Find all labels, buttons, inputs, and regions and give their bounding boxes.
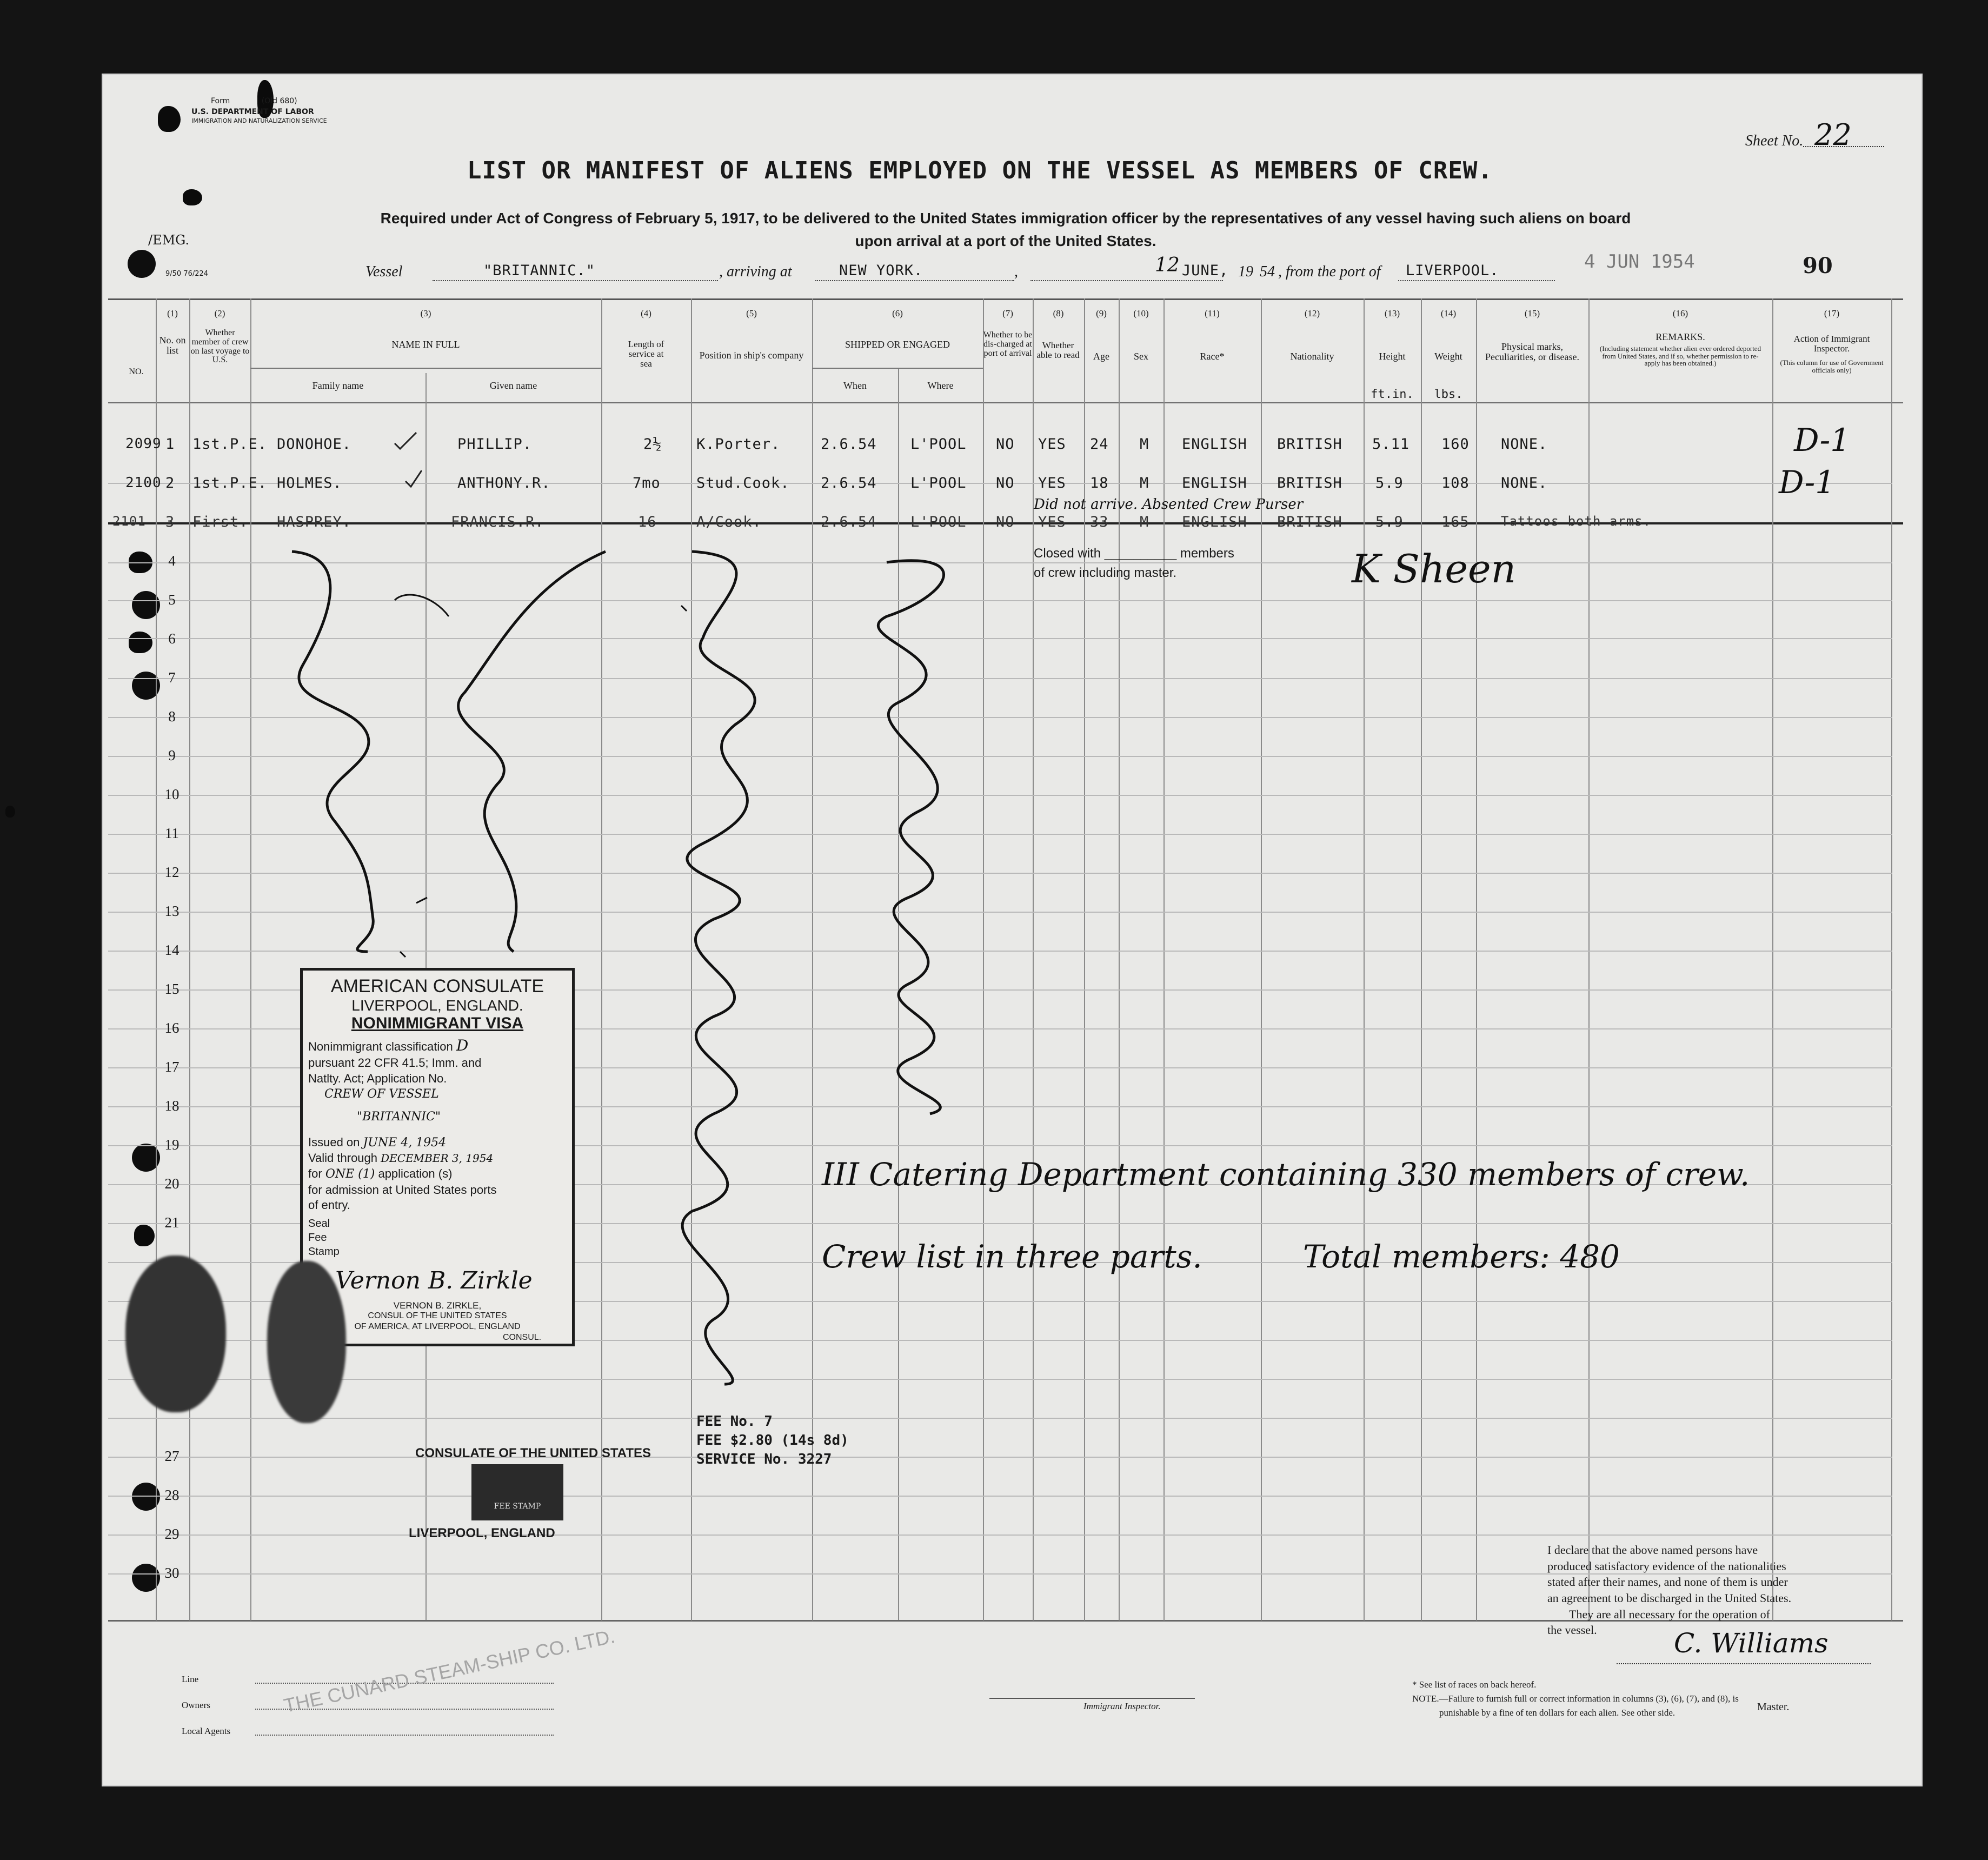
header-when: When bbox=[843, 380, 867, 391]
header-remarks-note: (Including statement whether alien ever ordered deported from United States, and if so, whether permission to re-apply has been obtained.) bbox=[1599, 344, 1761, 368]
header-where: Where bbox=[927, 380, 954, 391]
cell-service: 2½ bbox=[643, 436, 662, 453]
cell-line: 2 bbox=[165, 475, 175, 491]
department: U.S. DEPARTMENT OF LABOR bbox=[191, 108, 314, 116]
cell-no: 2101 bbox=[112, 514, 146, 529]
fee-stamp bbox=[471, 1464, 563, 1520]
declaration bbox=[1547, 1542, 1872, 1638]
visa-issued-label: Issued on bbox=[308, 1135, 360, 1149]
cell-family-name: HOLMES. bbox=[277, 475, 342, 491]
header-height: Height bbox=[1379, 351, 1406, 362]
cell-read: YES bbox=[1038, 514, 1066, 530]
cell-given-name: ANTHONY.R. bbox=[457, 475, 551, 491]
col-number: (6) bbox=[892, 308, 903, 318]
closed-with-line-2: of crew including master. bbox=[1034, 566, 1177, 580]
cell-voyage: 1st.P.E. bbox=[192, 475, 268, 491]
company-stamp: THE CUNARD STEAM-SHIP CO. LTD. bbox=[282, 1625, 617, 1717]
visa-application: application (s) bbox=[378, 1166, 453, 1180]
declaration-line: They are all necessary for the operation of bbox=[1569, 1607, 1770, 1621]
year: 54 bbox=[1260, 263, 1275, 280]
row-number: 29 bbox=[164, 1526, 179, 1542]
fee-stamp-label: FEE STAMP bbox=[494, 1502, 541, 1511]
cell-marks: NONE. bbox=[1501, 436, 1548, 453]
penalty-note: NOTE.—Failure to furnish full or correct information in columns (3), (6), (7), and (8), is bbox=[1412, 1693, 1739, 1704]
col-number: (3) bbox=[420, 308, 431, 318]
declaration-line: the vessel. bbox=[1547, 1623, 1597, 1637]
cell-family-name: HASPREY. bbox=[277, 514, 352, 530]
visa-valid: DECEMBER 3, 1954 bbox=[381, 1152, 494, 1165]
emg-code: /EMG. bbox=[148, 232, 190, 248]
cell-where: L'POOL bbox=[910, 475, 967, 491]
header-race: Race* bbox=[1200, 351, 1225, 362]
cell-position: Stud.Cook. bbox=[696, 475, 790, 491]
cell-inspector-action: D-1 bbox=[1794, 422, 1851, 459]
cell-read: YES bbox=[1038, 436, 1066, 453]
cell-race: ENGLISH bbox=[1182, 514, 1247, 530]
row-number: 8 bbox=[168, 708, 176, 725]
cell-where: L'POOL bbox=[910, 514, 967, 530]
consul-name: VERNON B. ZIRKLE, bbox=[393, 1300, 482, 1311]
cell-discharge: NO bbox=[996, 514, 1015, 530]
row-number: 27 bbox=[164, 1448, 179, 1464]
header-inspector-note: (This column for use of Government officials only) bbox=[1780, 358, 1884, 374]
col-number: (4) bbox=[641, 308, 651, 318]
visa-fee: Fee bbox=[308, 1231, 327, 1244]
embossed-seal bbox=[267, 1261, 346, 1423]
arrival-port: NEW YORK. bbox=[839, 262, 923, 279]
total-members-note: Total members: 480 bbox=[1303, 1238, 1620, 1275]
cell-when: 2.6.54 bbox=[821, 436, 877, 453]
header-no-on-list: No. on list bbox=[159, 335, 186, 356]
declaration-line: I declare that the above named persons have bbox=[1547, 1543, 1758, 1557]
subtitle-line-1: Required under Act of Congress of February 5, 1917, to be delivered to the United States immigration officer by the representatives of any vessel having such aliens on board bbox=[380, 210, 1631, 227]
arriving-label: , arriving at bbox=[719, 263, 792, 280]
form-code: 9/50 76/224 bbox=[165, 270, 209, 278]
row-number: 30 bbox=[164, 1565, 179, 1581]
service-name: IMMIGRATION AND NATURALIZATION SERVICE bbox=[191, 117, 327, 124]
cell-discharge: NO bbox=[996, 436, 1015, 453]
header-length-of-service: Length of service at sea bbox=[628, 339, 664, 369]
row-number: 7 bbox=[168, 669, 176, 686]
visa-class-value: D bbox=[456, 1037, 469, 1054]
cell-when: 2.6.54 bbox=[821, 514, 877, 530]
visa-stamp-label: Stamp bbox=[308, 1245, 340, 1258]
arrival-day: 12 bbox=[1155, 254, 1180, 276]
vessel-name: "BRITANNIC." bbox=[483, 262, 596, 279]
header-remarks: REMARKS. bbox=[1655, 331, 1705, 342]
visa-city: LIVERPOOL, ENGLAND. bbox=[351, 997, 523, 1014]
visa-entry: of entry. bbox=[308, 1198, 350, 1212]
col-number: (8) bbox=[1053, 308, 1064, 318]
folio-number: 90 bbox=[1803, 253, 1833, 278]
cell-age: 33 bbox=[1090, 514, 1109, 530]
col-number: (13) bbox=[1384, 308, 1400, 318]
fee-block bbox=[696, 1412, 849, 1469]
row-number: 15 bbox=[164, 981, 179, 997]
header-name-in-full: NAME IN FULL bbox=[391, 339, 460, 350]
header-weight: Weight bbox=[1434, 351, 1462, 362]
fee-amount: FEE $2.80 (14s 8d) bbox=[696, 1432, 849, 1449]
footer-owners-label: Owners bbox=[182, 1700, 210, 1710]
cell-line: 1 bbox=[165, 436, 175, 453]
header-physical-marks: Physical marks, Peculiarities, or disease. bbox=[1485, 341, 1579, 362]
date-stamp: 4 JUN 1954 bbox=[1584, 251, 1695, 273]
sheet-number: 22 bbox=[1814, 118, 1852, 152]
header-able-to-read: Whether able to read bbox=[1036, 340, 1080, 360]
cell-no: 2099 bbox=[125, 436, 162, 452]
cell-age: 18 bbox=[1090, 475, 1109, 491]
consul-signature: Vernon B. Zirkle bbox=[335, 1267, 533, 1294]
visa-class-label: Nonimmigrant classification bbox=[308, 1040, 453, 1053]
check-marks bbox=[389, 427, 422, 492]
row-number: 21 bbox=[164, 1214, 179, 1231]
year-prefix: 19 bbox=[1238, 263, 1253, 280]
cell-nationality: BRITISH bbox=[1277, 475, 1342, 491]
cell-race: ENGLISH bbox=[1182, 475, 1247, 491]
row-number: 14 bbox=[164, 942, 179, 958]
races-note: * See list of races on back hereof. bbox=[1412, 1679, 1537, 1690]
from-label: , from the port of bbox=[1278, 263, 1381, 280]
col-number: (17) bbox=[1824, 308, 1840, 318]
row-number: 16 bbox=[164, 1020, 179, 1036]
header-sex: Sex bbox=[1134, 351, 1148, 362]
catering-note: III Catering Department containing 330 members of crew. bbox=[822, 1156, 1750, 1193]
col-number: (5) bbox=[746, 308, 757, 318]
visa-issued: JUNE 4, 1954 bbox=[363, 1135, 447, 1150]
row-number: 19 bbox=[164, 1137, 179, 1153]
col-number: (11) bbox=[1205, 308, 1220, 318]
closed-with-line: Closed with __________ members bbox=[1034, 546, 1234, 561]
form-label: Form bbox=[211, 97, 230, 105]
cell-given-name: FRANCIS.R. bbox=[451, 514, 544, 530]
cell-voyage: First. bbox=[192, 514, 249, 530]
col-number: (16) bbox=[1672, 308, 1688, 318]
row-number: 28 bbox=[164, 1487, 179, 1503]
row-number: 5 bbox=[168, 592, 176, 608]
col-number: (10) bbox=[1133, 308, 1149, 318]
row-number: 20 bbox=[164, 1175, 179, 1192]
cell-weight: 108 bbox=[1441, 475, 1470, 491]
initials-signature: K Sheen bbox=[1352, 546, 1516, 592]
visa-act: Natlty. Act; Application No. bbox=[308, 1071, 447, 1085]
row-number: 4 bbox=[168, 553, 176, 569]
arrival-month: JUNE, bbox=[1182, 262, 1229, 279]
visa-kind: NONIMMIGRANT VISA bbox=[351, 1014, 524, 1032]
col-number: (12) bbox=[1304, 308, 1320, 318]
subtitle-line-2: upon arrival at a port of the United States. bbox=[855, 232, 1156, 249]
col-number: (2) bbox=[214, 308, 225, 318]
header-family-name: Family name bbox=[312, 380, 364, 391]
header-position: Position in ship's company bbox=[699, 350, 804, 361]
cell-given-name: PHILLIP. bbox=[457, 436, 533, 453]
cell-sex: M bbox=[1140, 436, 1149, 453]
crew-list-note: Crew list in three parts. bbox=[822, 1238, 1202, 1275]
visa-vessel: "BRITANNIC" bbox=[357, 1110, 441, 1124]
ink-blot bbox=[158, 106, 181, 132]
col-number: (7) bbox=[1002, 308, 1013, 318]
consulate-stamp-bottom: LIVERPOOL, ENGLAND bbox=[409, 1526, 555, 1540]
cell-position: A/Cook. bbox=[696, 514, 762, 530]
ink-blot bbox=[183, 189, 202, 205]
header-nationality: Nationality bbox=[1290, 351, 1334, 362]
vessel-label: Vessel bbox=[365, 263, 403, 280]
row-number: 13 bbox=[164, 903, 179, 919]
header-inspector-action: Action of Immigrant Inspector. bbox=[1793, 334, 1870, 354]
header-given-name: Given name bbox=[489, 380, 537, 391]
header-weight-unit: lbs. bbox=[1434, 388, 1463, 401]
cell-nationality: BRITISH bbox=[1277, 436, 1342, 453]
row-number: 11 bbox=[165, 825, 179, 841]
cell-line: 3 bbox=[165, 514, 175, 530]
cell-read: YES bbox=[1038, 475, 1066, 491]
ink-blot bbox=[5, 806, 15, 818]
cell-discharge: NO bbox=[996, 475, 1015, 491]
embossed-seal bbox=[125, 1256, 226, 1412]
master-signature: C. Williams bbox=[1674, 1627, 1829, 1659]
cell-height: 5.9 bbox=[1375, 514, 1404, 530]
header-shipped-engaged: SHIPPED OR ENGAGED bbox=[845, 339, 950, 350]
header-no: NO. bbox=[129, 367, 144, 376]
punch-hole bbox=[128, 250, 156, 278]
visa-pursuant: pursuant 22 CFR 41.5; Imm. and bbox=[308, 1056, 482, 1070]
cell-weight: 160 bbox=[1441, 436, 1470, 453]
cell-marks: NONE. bbox=[1501, 475, 1548, 491]
nonimmigrant-visa-stamp bbox=[300, 968, 575, 1346]
declaration-line: an agreement to be discharged in the United States. bbox=[1547, 1591, 1792, 1605]
visa-for-value: ONE (1) bbox=[325, 1167, 375, 1181]
footer-agents-label: Local Agents bbox=[182, 1726, 231, 1736]
departure-port: LIVERPOOL. bbox=[1406, 262, 1499, 279]
consulate-stamp-top: CONSULATE OF THE UNITED STATES bbox=[415, 1446, 651, 1460]
col-number: (1) bbox=[167, 308, 178, 318]
cell-when: 2.6.54 bbox=[821, 475, 877, 491]
service-number: SERVICE No. 3227 bbox=[696, 1451, 832, 1468]
visa-admission: for admission at United States ports bbox=[308, 1183, 497, 1197]
visa-office: AMERICAN CONSULATE bbox=[330, 976, 544, 997]
visa-for-label: for bbox=[308, 1166, 322, 1180]
penalty-note-2: punishable by a fine of ten dollars for each alien. See other side. bbox=[1439, 1708, 1675, 1718]
cell-where: L'POOL bbox=[910, 436, 967, 453]
declaration-line: stated after their names, and none of them is under bbox=[1547, 1575, 1788, 1589]
cell-marks: Tattoos both arms. bbox=[1501, 514, 1652, 529]
cell-service: 7mo bbox=[633, 475, 661, 491]
row-number: 18 bbox=[164, 1098, 179, 1114]
visa-crew: CREW OF VESSEL bbox=[324, 1087, 439, 1101]
consul-place: OF AMERICA, AT LIVERPOOL, ENGLAND bbox=[354, 1322, 521, 1331]
form-old: (Old 680) bbox=[261, 97, 297, 105]
row-number: 17 bbox=[164, 1059, 179, 1075]
cell-weight: 165 bbox=[1441, 514, 1470, 530]
cell-family-name: DONOHOE. bbox=[277, 436, 352, 453]
inspector-label: Immigrant Inspector. bbox=[1083, 1701, 1161, 1711]
cell-no: 2100 bbox=[125, 475, 162, 491]
cell-height: 5.11 bbox=[1372, 436, 1410, 453]
cell-voyage: 1st.P.E. bbox=[192, 436, 268, 453]
cell-age: 24 bbox=[1090, 436, 1109, 453]
master-label: Master. bbox=[1757, 1701, 1790, 1713]
row-number: 9 bbox=[168, 747, 176, 763]
header-age: Age bbox=[1093, 351, 1109, 362]
consul-label: CONSUL. bbox=[503, 1333, 542, 1342]
col-number: (14) bbox=[1440, 308, 1457, 318]
page-title: LIST OR MANIFEST OF ALIENS EMPLOYED ON THE VESSEL AS MEMBERS OF CREW. bbox=[467, 157, 1493, 184]
cell-sex: M bbox=[1140, 514, 1149, 530]
cell-nationality: BRITISH bbox=[1277, 514, 1342, 530]
visa-valid-label: Valid through bbox=[308, 1151, 378, 1165]
cell-inspector-action: D-1 bbox=[1779, 464, 1836, 501]
declaration-line: produced satisfactory evidence of the nationalities bbox=[1547, 1559, 1786, 1573]
row-number: 10 bbox=[164, 786, 179, 802]
row3-note: Did not arrive. Absented Crew Purser bbox=[1034, 496, 1304, 513]
col-number: (9) bbox=[1096, 308, 1107, 318]
header-height-unit: ft.in. bbox=[1371, 388, 1414, 401]
cell-sex: M bbox=[1140, 475, 1149, 491]
cell-height: 5.9 bbox=[1375, 475, 1404, 491]
cell-service: 16 bbox=[638, 514, 657, 530]
header-discharged: Whether to be dis-charged at port of arrival bbox=[983, 330, 1033, 358]
cell-position: K.Porter. bbox=[696, 436, 781, 453]
cell-race: ENGLISH bbox=[1182, 436, 1247, 453]
fee-number: FEE No. 7 bbox=[696, 1413, 773, 1430]
row-number: 6 bbox=[168, 630, 176, 647]
row-number: 12 bbox=[164, 864, 179, 880]
col-number: (15) bbox=[1524, 308, 1540, 318]
consul-title: CONSUL OF THE UNITED STATES bbox=[368, 1311, 507, 1320]
footer-line-label: Line bbox=[182, 1674, 199, 1684]
sheet-label: Sheet No. bbox=[1745, 132, 1804, 149]
visa-seal: Seal bbox=[308, 1217, 330, 1230]
header-member-last-voyage: Whether member of crew on last voyage to U.S. bbox=[190, 328, 250, 365]
